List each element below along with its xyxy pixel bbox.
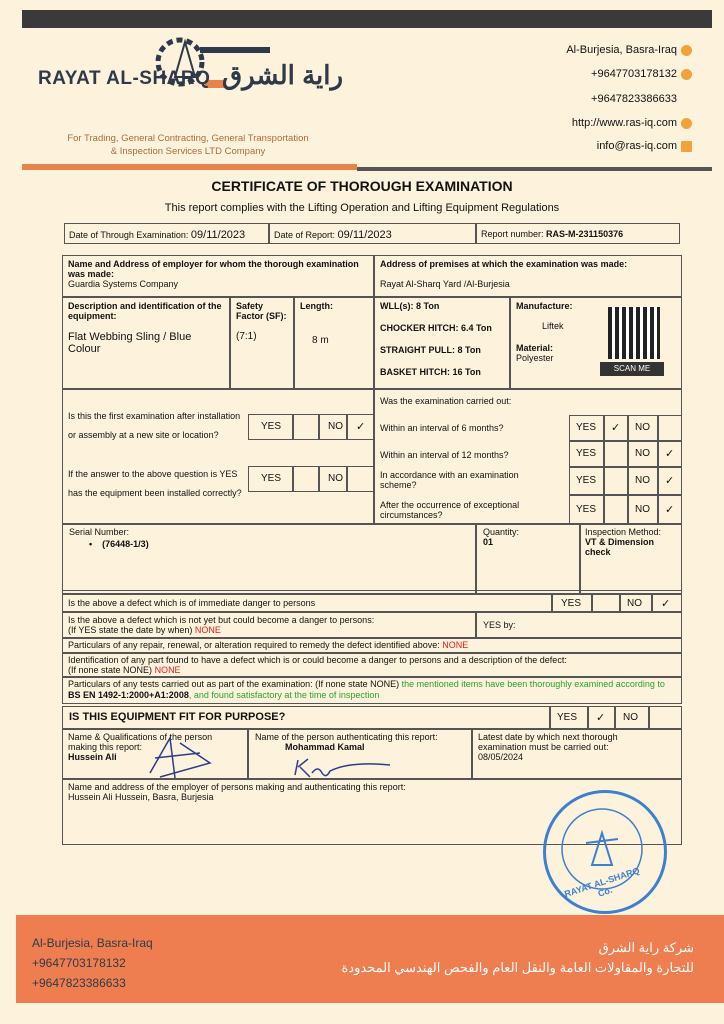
- divider-gray: [357, 167, 712, 171]
- brand-name-ar: راية الشرق: [222, 60, 344, 90]
- six-months-question: Within an interval of 6 months?: [380, 423, 504, 433]
- phone-icon: [681, 69, 692, 80]
- six-months-no[interactable]: NO: [628, 415, 658, 441]
- scheme-question: In accordance with an examination scheme?: [380, 470, 519, 490]
- first-exam-no-check[interactable]: ✓: [347, 414, 374, 440]
- immediate-danger-yes-mark[interactable]: [592, 594, 620, 612]
- authenticator-cell: Name of the person authenticating this report: Mohammad Kamal: [248, 729, 472, 779]
- six-months-yes[interactable]: YES: [569, 415, 604, 441]
- fit-no-mark[interactable]: [649, 706, 682, 729]
- employer-address-cell: Name and address of the employer of persons making and authenticating this report: Hussein Ali Hussein, Basra, Burjesia: [62, 779, 682, 845]
- exceptional-yes-mark[interactable]: [604, 495, 628, 524]
- scheme-yes[interactable]: YES: [569, 467, 604, 495]
- installed-question: If the answer to the above question is YES has the equipment been installed correctly?: [68, 469, 242, 498]
- company-stamp: [543, 790, 667, 914]
- identification-row: Identification of any part found to have a defect which is or could become a danger to persons and a description of the defect: (If none state NONE) NONE: [62, 653, 682, 677]
- first-exam-yes-mark[interactable]: [293, 414, 319, 440]
- first-exam-no[interactable]: NO: [319, 414, 347, 440]
- twelve-months-no[interactable]: NO: [628, 441, 658, 467]
- mail-icon: [681, 141, 692, 152]
- footer-company-ar: شركة راية الشرق للتجارة والمقاولات العامة والنقل العام والفحص الهندسي المحدودة: [341, 940, 694, 975]
- stamp-text: RAYAT AL-SHARQ Co.: [563, 865, 641, 900]
- fit-yes[interactable]: YES: [550, 706, 588, 729]
- certificate-subtitle: This report complies with the Lifting Operation and Lifting Equipment Regulations: [164, 202, 560, 214]
- first-exam-yes[interactable]: YES: [248, 414, 293, 440]
- contact-address: Al-Burjesia, Basra-Iraq: [566, 44, 692, 56]
- tests-row: Particulars of any tests carried out as part of the examination: (If none state NONE) the mentioned items have been thoroughly examined according to BS EN 1492-1:2000+A1:2008, and found satisfactory at the time of inspection: [62, 677, 682, 704]
- employer-cell: Name and Address of employer for whom the thorough examination was made: Guardia Systems Company: [62, 255, 374, 297]
- fit-yes-check[interactable]: ✓: [588, 706, 615, 729]
- yes-by-cell[interactable]: YES by:: [476, 612, 682, 638]
- twelve-months-no-check[interactable]: ✓: [658, 441, 682, 467]
- signature-reporter-icon: [140, 733, 220, 783]
- immediate-danger-question: Is the above a defect which is of immediate danger to persons: [62, 594, 552, 612]
- quantity-cell: Quantity: 01: [476, 524, 580, 594]
- scheme-no[interactable]: NO: [628, 467, 658, 495]
- footer-contact: Al-Burjesia, Basra-Iraq +9647703178132 +9647823386633: [32, 936, 153, 990]
- reporter-cell: Name & Qualifications of the person making this report: Hussein Ali: [62, 729, 248, 779]
- inspection-method-cell: Inspection Method: VT & Dimension check: [580, 524, 682, 594]
- exceptional-yes[interactable]: YES: [569, 495, 604, 524]
- contact-email[interactable]: info@ras-iq.com: [597, 140, 692, 152]
- exceptional-question: After the occurrence of exceptional circumstances?: [380, 500, 520, 520]
- twelve-months-yes-mark[interactable]: [604, 441, 628, 467]
- exam-date-cell: Date of Through Examination: 09/11/2023: [64, 223, 269, 244]
- six-months-yes-check[interactable]: ✓: [604, 415, 628, 441]
- fit-for-purpose-question: IS THIS EQUIPMENT FIT FOR PURPOSE?: [62, 706, 550, 729]
- immediate-danger-no[interactable]: NO: [620, 594, 652, 612]
- installed-no-mark[interactable]: [347, 466, 374, 492]
- immediate-danger-no-check[interactable]: ✓: [652, 594, 682, 612]
- tagline-line-1: For Trading, General Contracting, General Transportation: [67, 133, 309, 144]
- scheme-yes-mark[interactable]: [604, 467, 628, 495]
- wll-cell: WLL(s): 8 Ton CHOCKER HITCH: 6.4 Ton STRAIGHT PULL: 8 Ton BASKET HITCH: 16 Ton: [374, 297, 510, 389]
- top-bar: [22, 10, 712, 28]
- globe-icon: [681, 118, 692, 129]
- contact-phone-2: +9647823386633: [591, 93, 677, 105]
- brand-name-en: RAYAT AL-SHARQ: [38, 68, 211, 89]
- immediate-danger-yes[interactable]: YES: [552, 594, 592, 612]
- report-date-cell: Date of Report: 09/11/2023: [269, 223, 476, 244]
- safety-factor-cell: Safety Factor (SF): (7:1): [230, 297, 294, 389]
- next-exam-cell: Latest date by which next thorough examination must be carried out: 08/05/2024: [472, 729, 682, 779]
- report-number-cell: Report number: RAS-M-231150376: [476, 223, 680, 244]
- scheme-no-check[interactable]: ✓: [658, 467, 682, 495]
- contact-phone-1: +9647703178132: [591, 68, 692, 80]
- location-icon: [681, 45, 692, 56]
- contact-website[interactable]: http://www.ras-iq.com: [572, 117, 692, 129]
- carried-out-label: Was the examination carried out:: [380, 396, 512, 406]
- qr-code-icon[interactable]: [608, 307, 660, 359]
- divider-orange: [22, 164, 357, 170]
- repair-row: Particulars of any repair, renewal, or alteration required to remedy the defect identified above: NONE: [62, 638, 682, 653]
- future-danger-question: Is the above a defect which is not yet but could become a danger to persons: (If YES state the date by when) NONE: [62, 612, 476, 638]
- premises-cell: Address of premises at which the examination was made: Rayat Al-Sharq Yard /Al-Burjesia: [374, 255, 682, 297]
- manufacture-cell: Manufacture: Liftek Material: Polyester: [510, 297, 682, 389]
- certificate-title: CERTIFICATE OF THOROUGH EXAMINATION: [211, 178, 513, 194]
- scan-me-label: SCAN ME: [600, 362, 664, 376]
- six-months-no-mark[interactable]: [658, 415, 682, 441]
- tagline-line-2: & Inspection Services LTD Company: [110, 146, 266, 157]
- first-exam-question: Is this the first examination after installation or assembly at a new site or location?: [68, 411, 241, 440]
- serial-cell: Serial Number: • (76448-1/3): [62, 524, 476, 594]
- description-cell: Description and identification of the equipment: Flat Webbing Sling / Blue Colour: [62, 297, 230, 389]
- twelve-months-yes[interactable]: YES: [569, 441, 604, 467]
- exceptional-no[interactable]: NO: [628, 495, 658, 524]
- fit-no[interactable]: NO: [615, 706, 649, 729]
- installed-yes[interactable]: YES: [248, 466, 293, 492]
- exceptional-no-check[interactable]: ✓: [658, 495, 682, 524]
- installed-no[interactable]: NO: [319, 466, 347, 492]
- length-cell: Length: 8 m: [294, 297, 374, 389]
- twelve-months-question: Within an interval of 12 months?: [380, 450, 509, 460]
- installed-yes-mark[interactable]: [293, 466, 319, 492]
- tagline: [38, 132, 338, 158]
